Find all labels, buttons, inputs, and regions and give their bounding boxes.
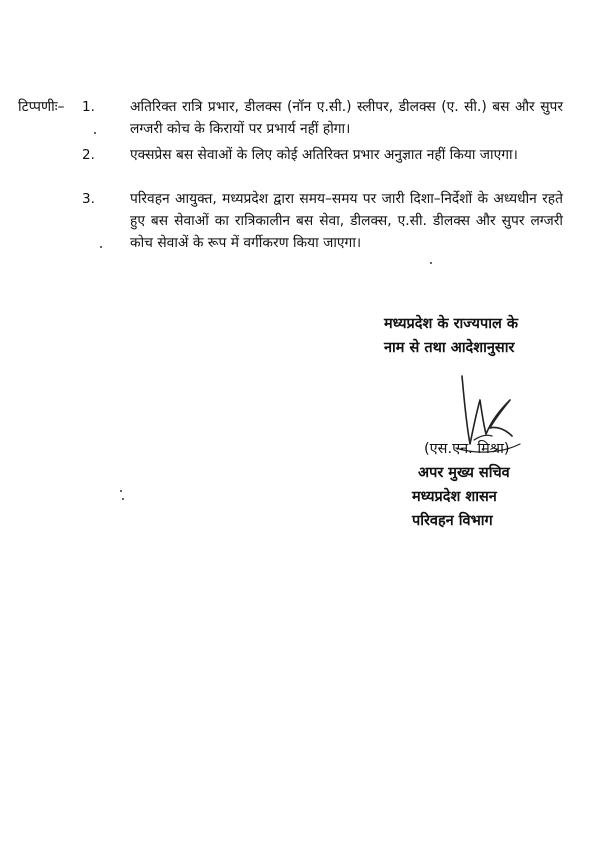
note-text: एक्सप्रेस बस सेवाओं के लिए कोई अतिरिक्त प्रभार अनुज्ञात नहीं किया जाएगा। xyxy=(130,147,518,163)
note-text: अतिरिक्त रात्रि प्रभार, डीलक्स (नॉन ए.सी.) स्लीपर, डीलक्स (ए. सी.) बस और सुपर लग्जरी कोच के किरायों पर प्रभार्य नहीं होगा। xyxy=(130,99,563,137)
scan-speck xyxy=(430,262,432,264)
government-name: मध्यप्रदेश शासन xyxy=(412,489,497,505)
signing-authority xyxy=(384,312,574,360)
scan-speck xyxy=(122,498,124,500)
scan-speck xyxy=(100,246,102,248)
department-name: परिवहन विभाग xyxy=(412,513,493,529)
authority-line-2: नाम से तथा आदेशानुसार xyxy=(384,340,515,356)
scan-speck xyxy=(94,132,96,134)
note-number: 3. xyxy=(82,191,95,207)
authority-line-1: मध्यप्रदेश के राज्यपाल के xyxy=(384,316,518,332)
scan-speck xyxy=(120,490,122,492)
note-number: 2. xyxy=(82,147,95,163)
notes-label: टिप्पणीः– xyxy=(18,99,65,115)
note-text: परिवहन आयुक्त, मध्यप्रदेश द्वारा समय–समय पर जारी दिशा–निर्देशों के अध्यधीन रहते हुए बस सेवाओं का रात्रिकालीन बस सेवा, डीलक्स, ए.सी. डीलक्स और सुपर लग्जरी कोच सेवाअें के रूप में वर्गीकरण किया जाएगा। xyxy=(130,191,563,251)
signatory-name: (एस.एन. मिश्रा) xyxy=(424,441,510,457)
note-number: 1. xyxy=(82,99,95,115)
signatory-designation: अपर मुख्य सचिव xyxy=(418,465,510,481)
